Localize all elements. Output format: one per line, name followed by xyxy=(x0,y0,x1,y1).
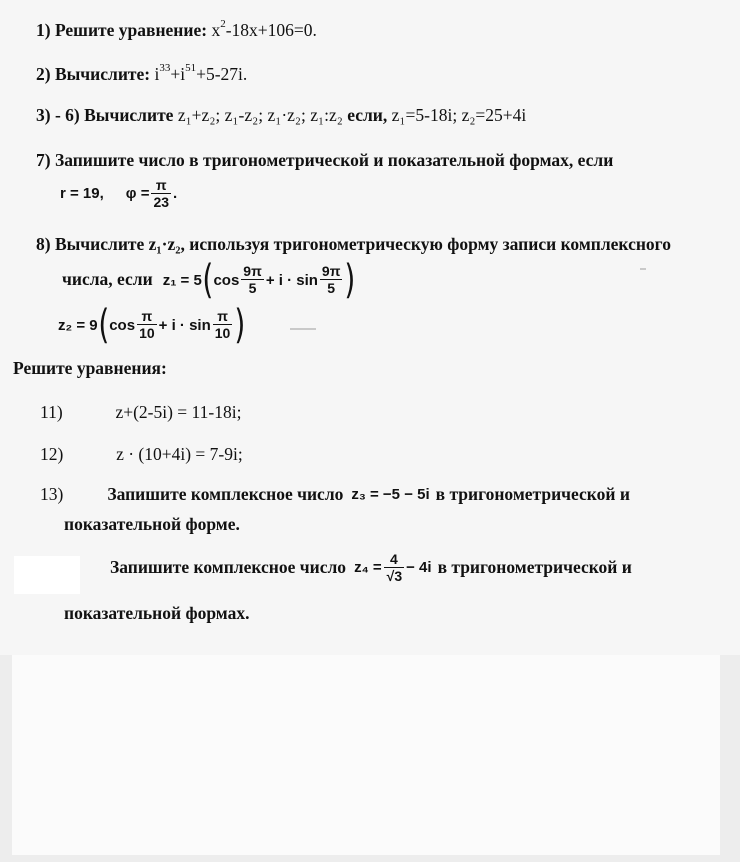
phi-label: φ = xyxy=(125,185,150,203)
task-8-z1: числа, если z₁ = 5 ( cos $\frac{9\pi}{5}$ + i · sin $\frac{9\pi}{5}$ ) xyxy=(62,257,356,303)
task-text: Запишите число в тригонометрической и показательной формах, если xyxy=(54,150,614,170)
task-number: 7) xyxy=(36,150,51,170)
task-text: Решите уравнение: xyxy=(54,20,208,40)
task-text: числа, если xyxy=(62,269,153,290)
z2-value: z₂=25+4i xyxy=(461,105,527,125)
phi-fraction: $\frac{\pi}{23}$ xyxy=(153,177,170,210)
task-12 xyxy=(40,446,243,464)
z1-value: z₁=5-18i; xyxy=(391,105,458,125)
z2-label: z₂ = 9 xyxy=(58,316,98,334)
task-2 xyxy=(36,62,248,84)
task-7 xyxy=(36,152,613,170)
equation: z+(2-5i) = 11-18i; xyxy=(115,402,242,422)
task-13-line2: показательной форме. xyxy=(64,514,240,534)
exponent: 2 xyxy=(220,18,226,31)
task-text: Вычислите z₁·z₂, используя тригонометрическую форму записи комплексного xyxy=(54,234,671,254)
worksheet-page-lower xyxy=(12,655,720,855)
equation: x xyxy=(211,20,221,40)
task-14: Запишите комплексное число z₄ = $\frac{4}{√3}$ − 4i в тригонометрической и xyxy=(110,551,632,584)
task-number: 3) - 6) xyxy=(36,105,80,125)
task-text: в тригонометрической и xyxy=(437,556,632,577)
task-3-6 xyxy=(36,107,526,125)
task-7-params: r = 19, φ = $\frac{\pi}{23}$ . xyxy=(60,177,178,210)
task-number: 1) xyxy=(36,20,51,40)
exponent: 51 xyxy=(185,62,197,75)
task-13 xyxy=(40,486,630,504)
r-value: r = 19, xyxy=(60,185,104,203)
task-text: Запишите комплексное число xyxy=(110,556,347,577)
task-number: 8) xyxy=(36,234,51,254)
task-text: Запишите комплексное число xyxy=(107,484,344,504)
scan-smudge xyxy=(640,268,646,270)
exponent: 33 xyxy=(159,62,171,75)
section-heading: Решите уравнения: xyxy=(13,358,167,378)
task-text: в тригонометрической и xyxy=(435,484,630,504)
task-number: 13) xyxy=(40,484,64,504)
task-number: 12) xyxy=(40,444,64,464)
task-11 xyxy=(40,404,241,422)
task-1 xyxy=(36,18,317,40)
expression: +i xyxy=(170,64,186,84)
operations: z₁+z₂; z₁-z₂; z₁·z₂; z₁:z₂ xyxy=(177,105,343,125)
task-text: Вычислите xyxy=(84,105,174,125)
task-8 xyxy=(36,236,671,254)
task-text: Вычислите: xyxy=(54,64,151,84)
z3-value: z₃ = −5 − 5i xyxy=(351,486,430,504)
task-8-z2: z₂ = 9 ( cos $\frac{\pi}{10}$ + i · sin $\frac{\pi}{10}$ ) xyxy=(58,302,246,348)
equation: z · (10+4i) = 7-9i; xyxy=(116,444,243,464)
blank-patch xyxy=(14,556,80,594)
task-number: 11) xyxy=(40,402,63,422)
expression: i xyxy=(154,64,160,84)
z1-label: z₁ = 5 xyxy=(162,271,202,289)
equation: -18x+106=0. xyxy=(225,20,317,40)
scan-smudge xyxy=(290,328,316,330)
z4-fraction: $\frac{4}{√3}$ xyxy=(384,552,404,583)
task-number: 2) xyxy=(36,64,51,84)
z4-label: z₄ = xyxy=(354,559,382,577)
task-14-line2: показательной формах. xyxy=(64,603,250,623)
task-text: если, xyxy=(347,105,388,125)
expression: +5-27i. xyxy=(196,64,248,84)
